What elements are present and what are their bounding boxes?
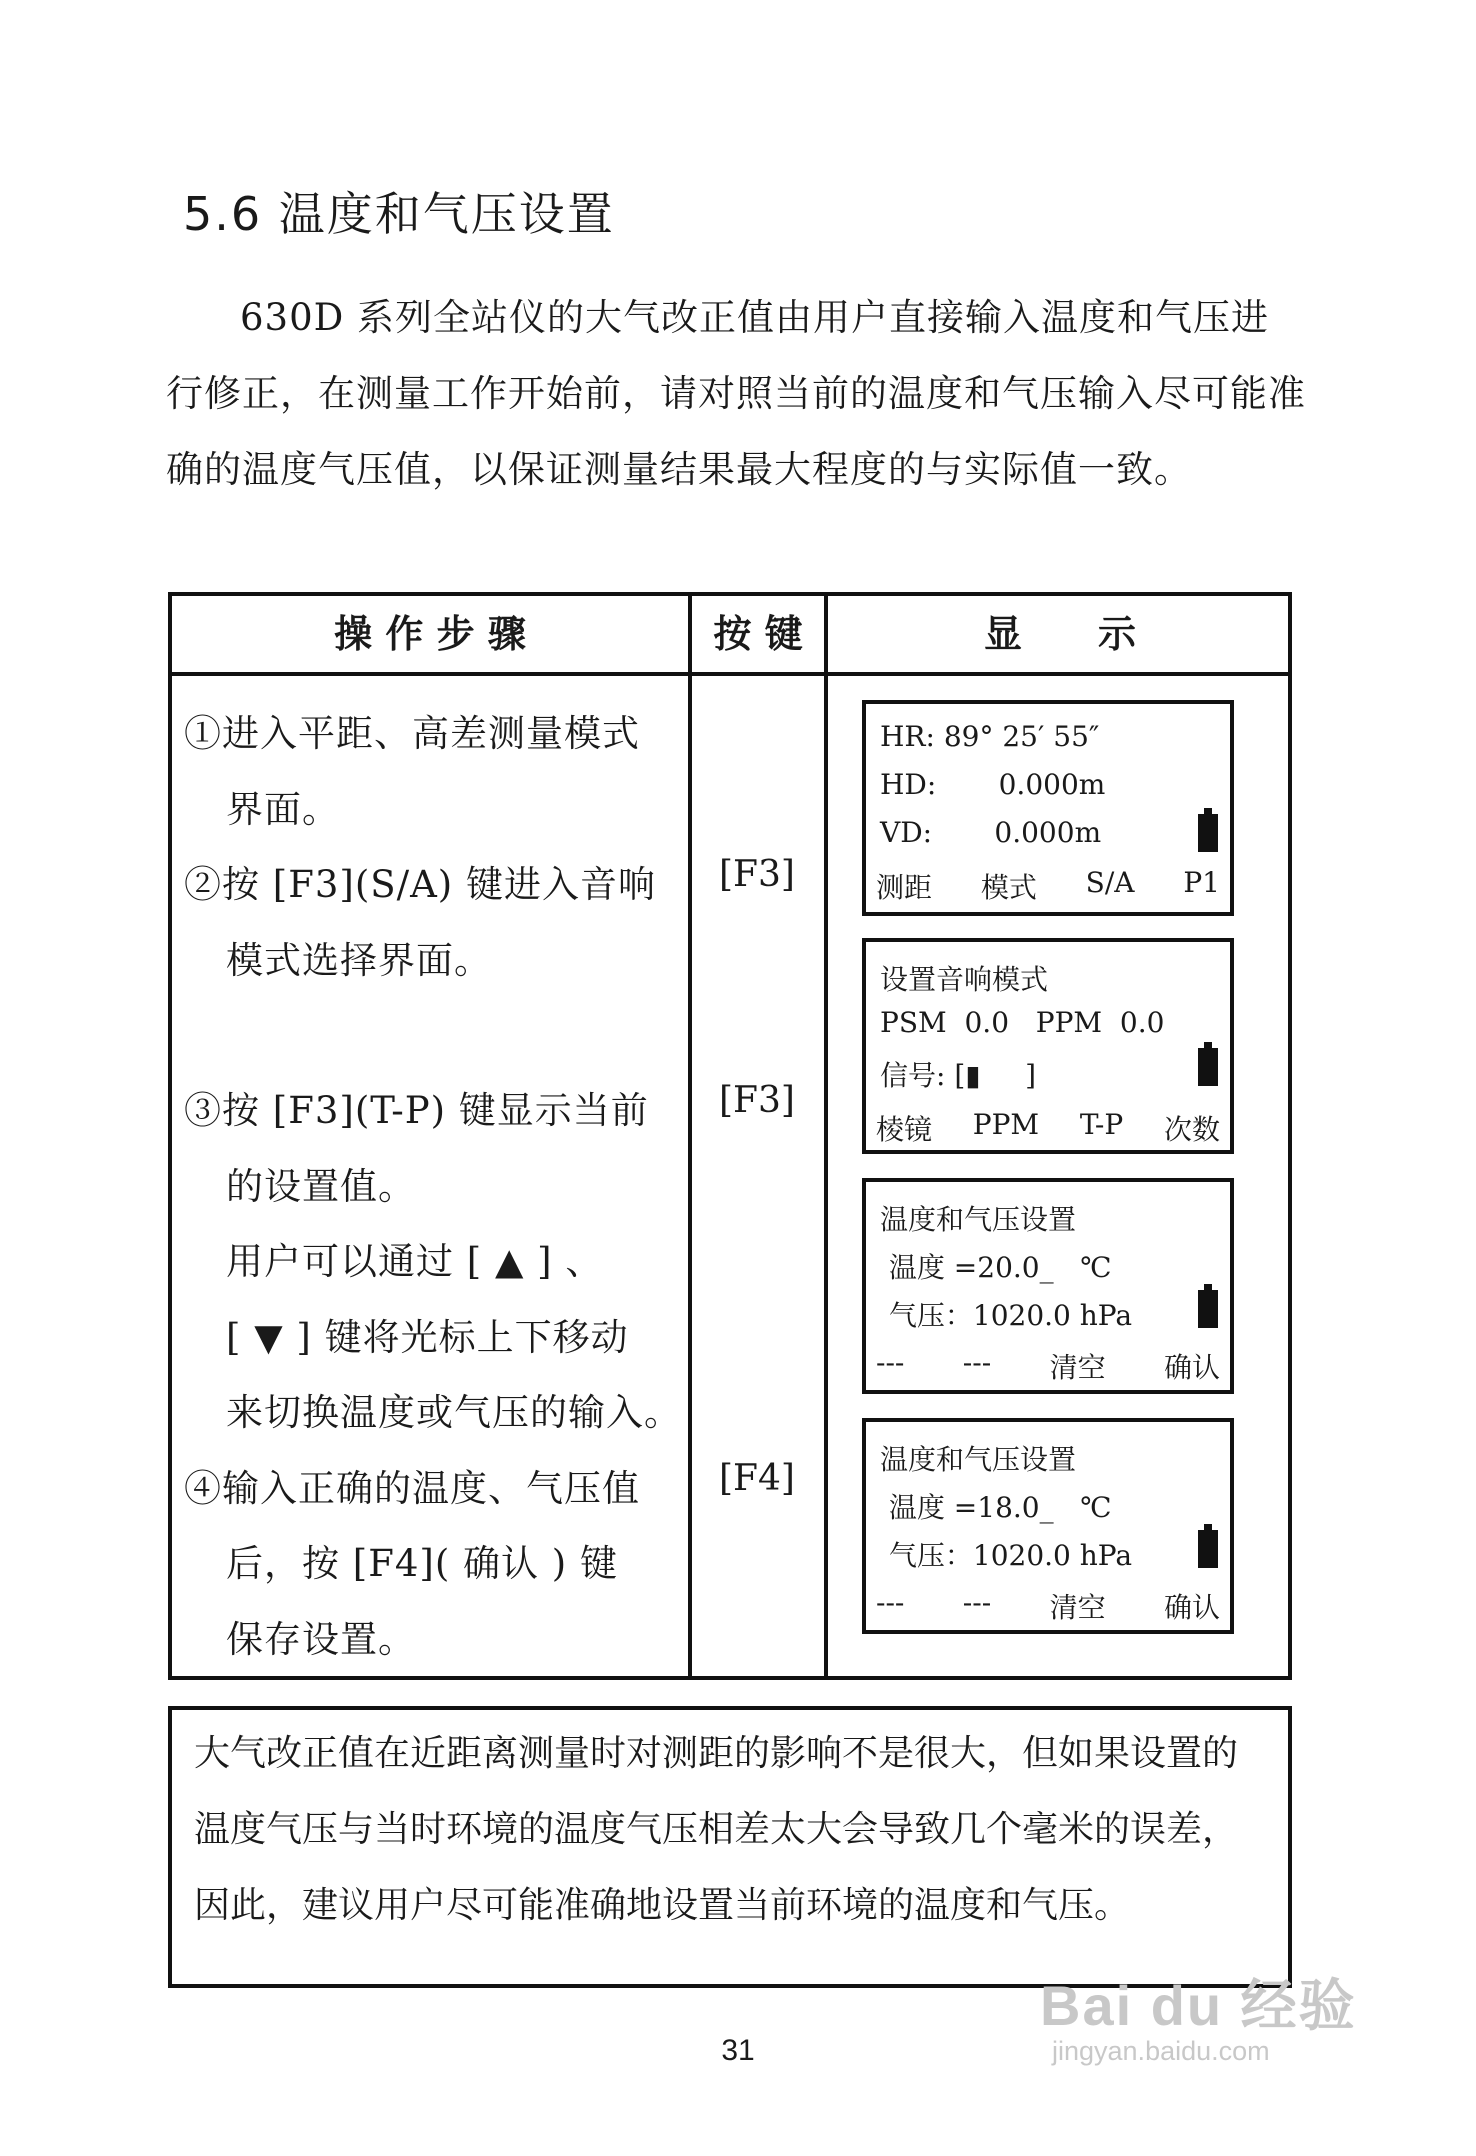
lcd-row: 温度和气压设置 bbox=[880, 1203, 1077, 1236]
lcd-screen-measure bbox=[862, 700, 1234, 916]
step-line: [ ▼ ] 键将光标上下移动 bbox=[226, 1315, 629, 1359]
softkey-f3: T-P bbox=[1079, 1108, 1124, 1141]
battery-icon bbox=[1198, 814, 1218, 852]
section-number: 5.6 bbox=[183, 187, 263, 241]
lcd-screen-temp-pressure-2 bbox=[862, 1418, 1234, 1634]
key-f3-first: [F3] bbox=[719, 854, 795, 895]
softkey-f2: --- bbox=[962, 1346, 992, 1379]
softkey-f4: P1 bbox=[1183, 866, 1220, 899]
step-line: 进入平距、高差测量模式 bbox=[222, 712, 640, 755]
step-number: ② bbox=[184, 863, 222, 906]
softkey-f4: 次数 bbox=[1163, 1113, 1220, 1146]
page-number: 31 bbox=[721, 2034, 755, 2067]
battery-icon bbox=[1198, 1290, 1218, 1328]
lcd-softkeys bbox=[876, 1586, 1220, 1626]
softkey-f1: --- bbox=[876, 1586, 905, 1619]
lcd-softkeys bbox=[876, 1346, 1220, 1386]
section-title: 温度和气压设置 bbox=[278, 187, 615, 241]
key-f4: [F4] bbox=[719, 1458, 795, 1499]
step-number: ④ bbox=[184, 1466, 222, 1510]
softkey-f1: --- bbox=[876, 1346, 905, 1379]
step-line: 界面。 bbox=[226, 787, 340, 831]
watermark-logo: Bai du 经验 bbox=[1040, 1974, 1357, 2037]
step-line: 按 [F3](T-P) 键显示当前 bbox=[222, 1089, 649, 1132]
lcd-row: 气压：1020.0 hPa bbox=[880, 1539, 1133, 1572]
note-text: 大气改正值在近距离测量时对测距的影响不是很大，但如果设置的温度气压与当时环境的温度气压相差太大会导致几个毫米的误差，因此，建议用户尽可能准确地设置当前环境的温度和气压。 bbox=[194, 1733, 1239, 1926]
header-keys: 按 键 bbox=[713, 612, 803, 656]
lcd-row: 信号: [▮ ] bbox=[880, 1059, 1037, 1092]
battery-icon bbox=[1198, 1048, 1218, 1086]
lcd-screen-sound-mode bbox=[862, 938, 1234, 1154]
intro-paragraph: 630D 系列全站仪的大气改正值由用户直接输入温度和气压进行修正，在测量工作开始前，请对照当前的温度和气压输入尽可能准确的温度气压值，以保证测量结果最大程度的与实际值一致。 bbox=[166, 296, 1306, 491]
battery-icon bbox=[1198, 1530, 1218, 1568]
step-line: 保存设置。 bbox=[226, 1617, 416, 1661]
softkey-f1: 棱镜 bbox=[876, 1113, 933, 1146]
lcd-row: VD: 0.000m bbox=[880, 816, 1102, 849]
lcd-row: HD: 0.000m bbox=[880, 768, 1106, 801]
step-line: 来切换温度或气压的输入。 bbox=[226, 1391, 682, 1434]
step-line: 后，按 [F4]( 确认 ) 键 bbox=[226, 1542, 618, 1585]
step-line: 用户可以通过 [ ▲ ] 、 bbox=[226, 1240, 604, 1283]
column-divider-2 bbox=[824, 596, 828, 1676]
softkey-f2: --- bbox=[962, 1586, 992, 1619]
step-number: ① bbox=[184, 712, 222, 755]
baidu-watermark bbox=[1040, 1940, 1420, 2066]
intro-text bbox=[166, 280, 1306, 508]
lcd-row: 温度和气压设置 bbox=[880, 1443, 1077, 1476]
section-heading bbox=[183, 178, 615, 244]
spacer bbox=[184, 998, 694, 1073]
step-number: ③ bbox=[184, 1089, 222, 1132]
lcd-row: HR: 89° 25′ 55″ bbox=[880, 720, 1100, 753]
header-steps: 操 作 步 骤 bbox=[334, 612, 526, 656]
step-line: 的设置值。 bbox=[226, 1164, 416, 1208]
step-line: 按 [F3](S/A) 键进入音响 bbox=[222, 863, 657, 906]
step-line: 输入正确的温度、气压值 bbox=[222, 1466, 640, 1510]
softkey-f3: 清空 bbox=[1049, 1351, 1106, 1384]
softkey-f4: 确认 bbox=[1163, 1351, 1220, 1384]
lcd-softkeys bbox=[876, 1108, 1220, 1148]
lcd-softkeys bbox=[876, 866, 1220, 906]
header-display: 显 示 bbox=[983, 612, 1136, 656]
lcd-row: 设置音响模式 bbox=[880, 963, 1049, 996]
step-4 bbox=[184, 1451, 694, 1678]
key-f3-second: [F3] bbox=[719, 1080, 795, 1121]
softkey-f1: 测距 bbox=[876, 871, 933, 904]
softkey-f3: S/A bbox=[1085, 866, 1135, 899]
procedure-table bbox=[168, 592, 1292, 1680]
softkey-f2: PPM bbox=[972, 1108, 1040, 1141]
lcd-row: PSM 0.0 PPM 0.0 bbox=[880, 1006, 1165, 1039]
step-2 bbox=[184, 847, 694, 998]
lcd-screen-temp-pressure-1 bbox=[862, 1178, 1234, 1394]
lcd-row: 气压：1020.0 hPa bbox=[880, 1299, 1133, 1332]
watermark-url: jingyan.baidu.com bbox=[1052, 2036, 1270, 2066]
softkey-f2: 模式 bbox=[980, 871, 1037, 904]
steps-column bbox=[184, 696, 694, 1677]
lcd-row: 温度 =20.0_ ℃ bbox=[880, 1251, 1112, 1284]
step-line: 模式选择界面。 bbox=[226, 938, 492, 982]
softkey-f3: 清空 bbox=[1049, 1591, 1106, 1624]
step-3 bbox=[184, 1073, 694, 1451]
softkey-f4: 确认 bbox=[1163, 1591, 1220, 1624]
header-divider bbox=[172, 672, 1288, 676]
lcd-row: 温度 =18.0_ ℃ bbox=[880, 1491, 1112, 1524]
step-1 bbox=[184, 696, 694, 847]
